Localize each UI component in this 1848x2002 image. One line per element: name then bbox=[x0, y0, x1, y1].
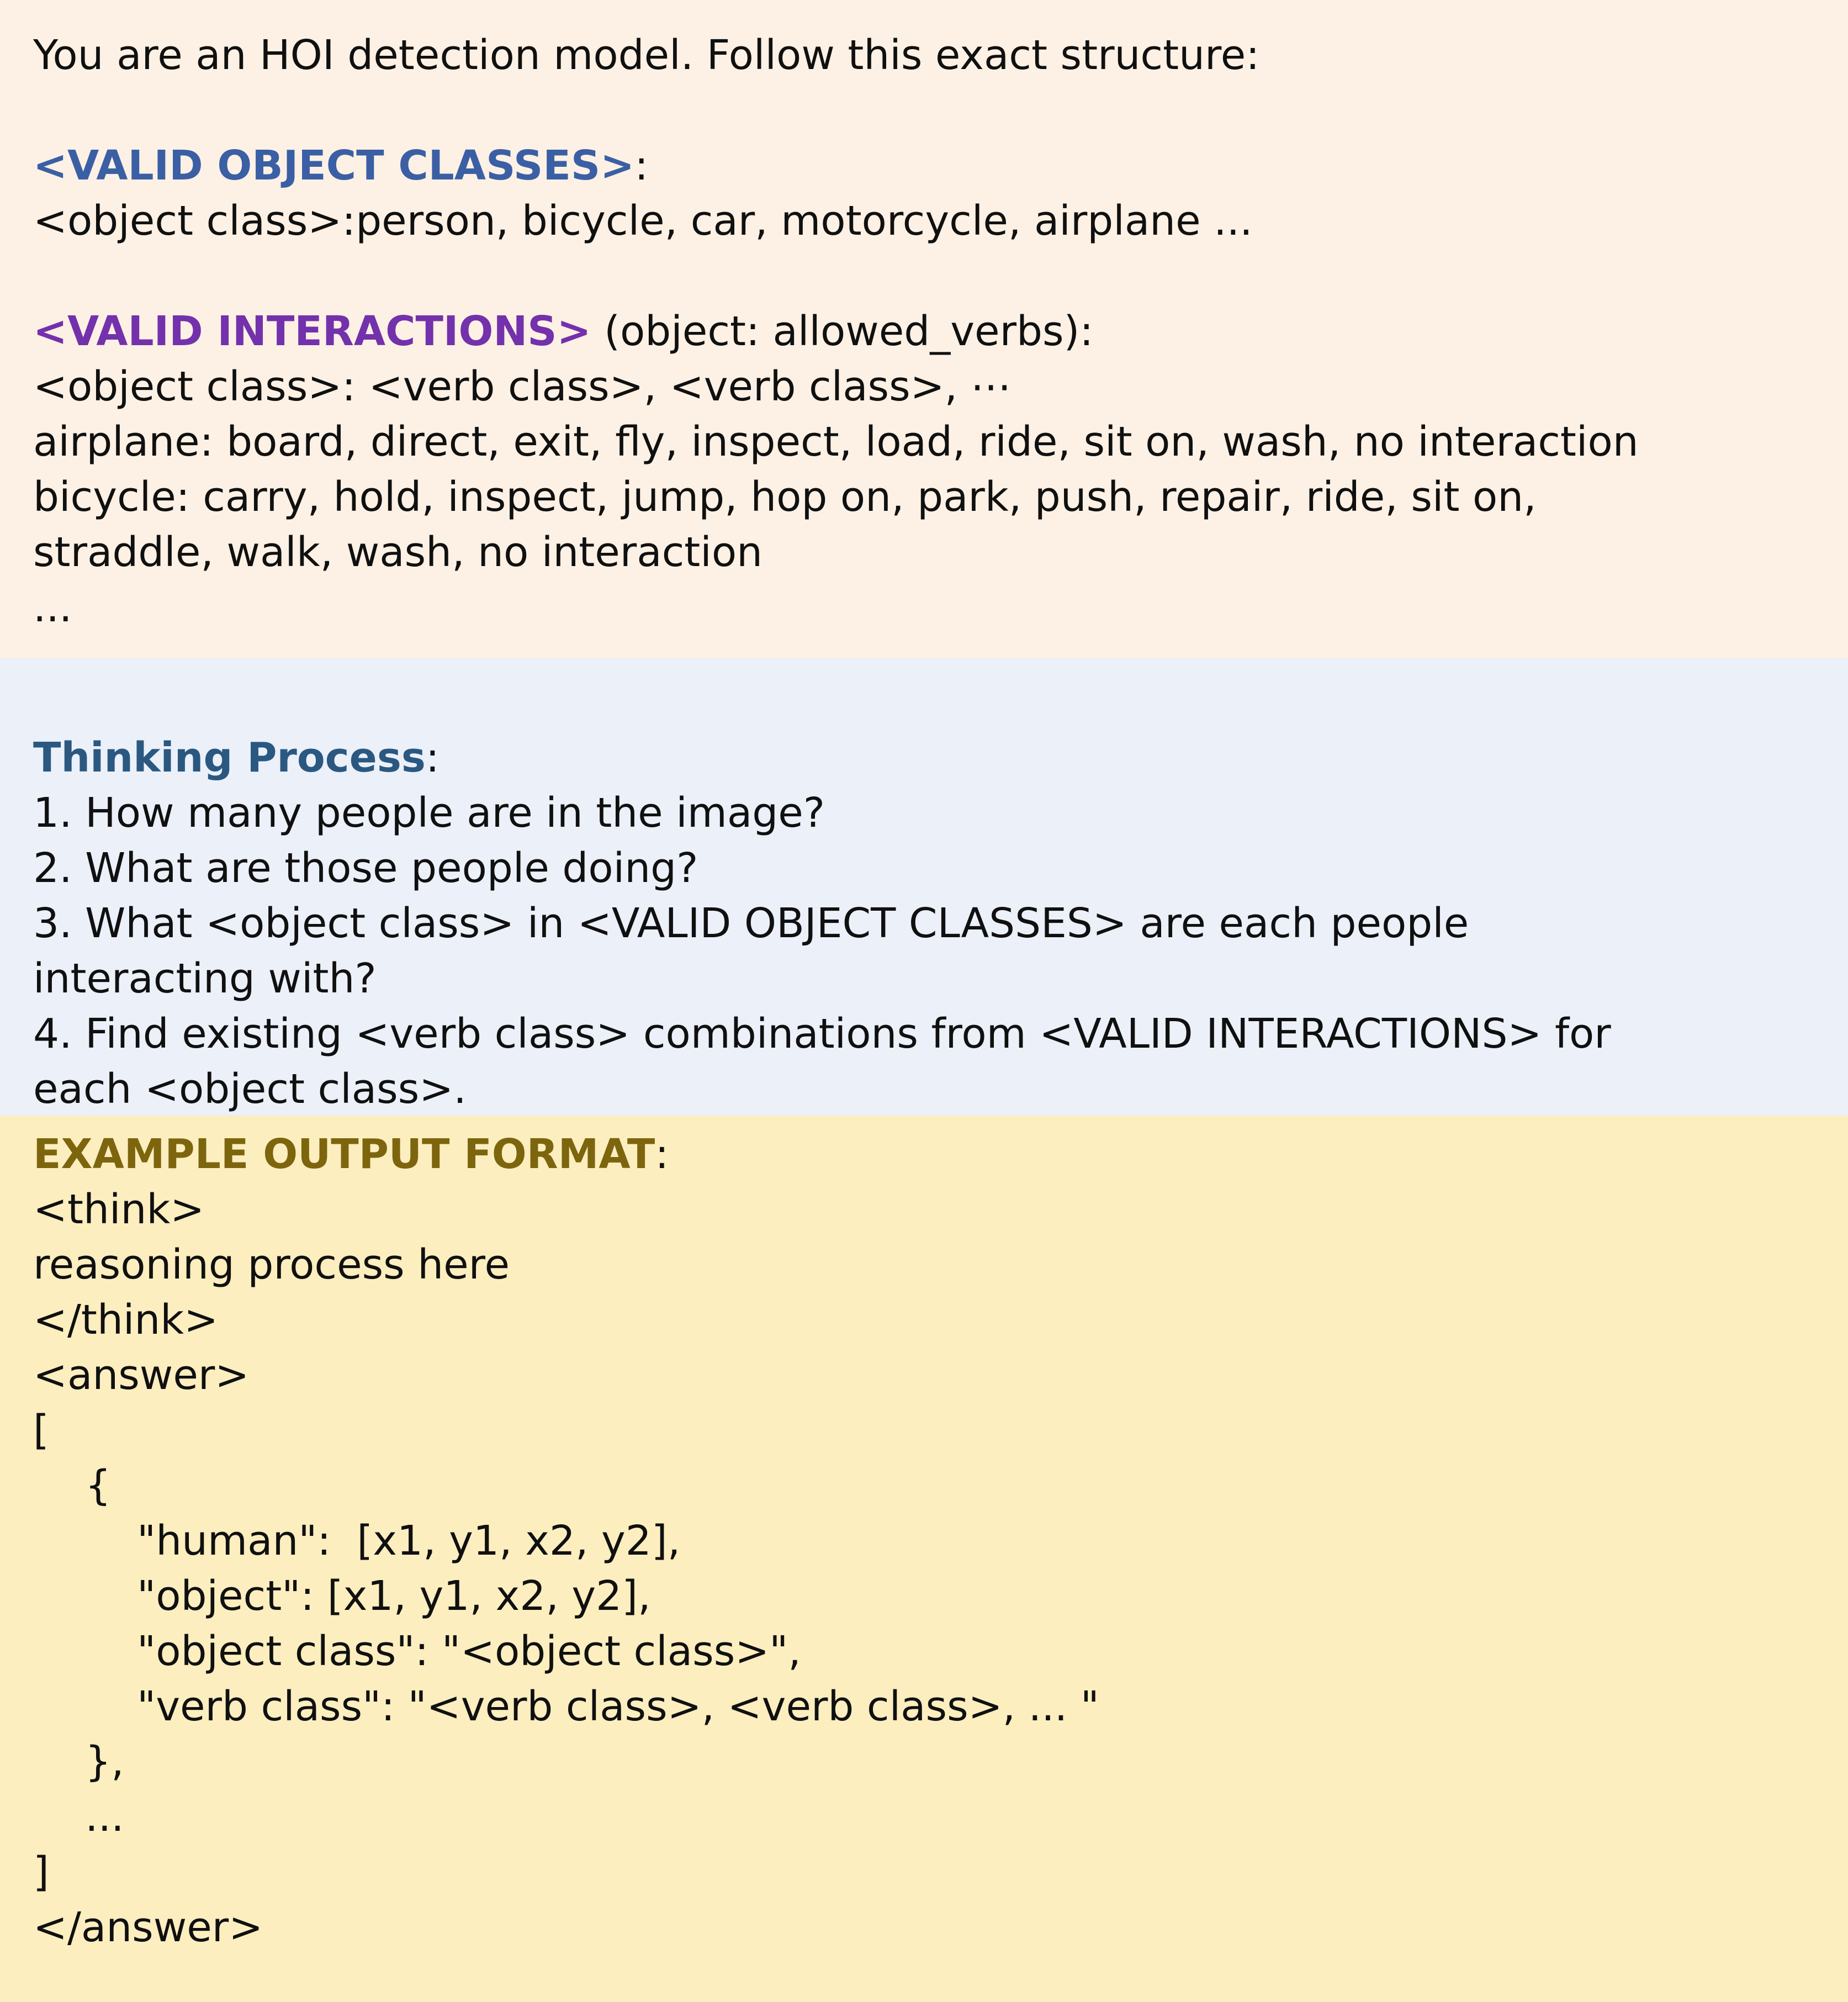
text-run: <think> bbox=[33, 1186, 205, 1233]
human-bbox-line bbox=[33, 1513, 1831, 1568]
system-prompt-section bbox=[0, 0, 1848, 658]
text-run: </answer> bbox=[33, 1904, 263, 1951]
bicycle-verbs-continuation-line bbox=[33, 525, 1831, 580]
text-run: straddle, walk, wash, no interaction bbox=[33, 529, 763, 576]
step-2-line bbox=[33, 841, 1831, 896]
valid-object-classes-heading-line bbox=[33, 138, 1831, 193]
object-close-line bbox=[33, 1734, 1831, 1789]
text-run: 3. What <object class> in <VALID OBJECT CLASSES> are each people bbox=[33, 900, 1469, 947]
blank-line bbox=[33, 675, 1831, 730]
text-run: 4. Find existing <verb class> combinations from <VALID INTERACTIONS> for bbox=[33, 1010, 1611, 1058]
object-classes-list-line bbox=[33, 193, 1831, 249]
step-4-continuation-line bbox=[33, 1061, 1831, 1116]
text-run: ] bbox=[33, 1848, 49, 1896]
valid-object-classes-heading: <VALID OBJECT CLASSES> bbox=[33, 142, 635, 189]
array-open-line bbox=[33, 1403, 1831, 1458]
text-run: : bbox=[634, 142, 649, 189]
step-3-continuation-line bbox=[33, 951, 1831, 1006]
text-run: <object class>: <verb class>, <verb class>, ⋯ bbox=[33, 363, 1012, 410]
reasoning-placeholder-line bbox=[33, 1237, 1831, 1292]
blank-line bbox=[33, 249, 1831, 304]
array-close-line bbox=[33, 1845, 1831, 1900]
text-run: 1. How many people are in the image? bbox=[33, 789, 825, 837]
text-run: 2. What are those people doing? bbox=[33, 844, 698, 892]
text-run: ... bbox=[33, 1793, 124, 1841]
thinking-process-heading-line bbox=[33, 730, 1831, 785]
text-run: "object class": "<object class>", bbox=[33, 1628, 801, 1675]
text-run: <object class>:person, bicycle, car, motorcycle, airplane ... bbox=[33, 197, 1253, 245]
text-run: "human": [x1, y1, x2, y2], bbox=[33, 1517, 681, 1565]
text-run: bicycle: carry, hold, inspect, jump, hop on, park, push, repair, ride, sit on, bbox=[33, 473, 1537, 521]
valid-interactions-heading: <VALID INTERACTIONS> bbox=[33, 308, 591, 355]
thinking-process-heading: Thinking Process bbox=[33, 734, 426, 781]
text-run: : bbox=[425, 734, 440, 781]
text-run: }, bbox=[33, 1738, 124, 1786]
intro-line bbox=[33, 28, 1831, 83]
object-class-line bbox=[33, 1624, 1831, 1679]
step-3-line bbox=[33, 896, 1831, 951]
valid-interactions-heading-line bbox=[33, 304, 1831, 359]
answer-open-tag-line bbox=[33, 1348, 1831, 1403]
step-1-line bbox=[33, 785, 1831, 841]
airplane-verbs-line bbox=[33, 414, 1831, 469]
text-run: <answer> bbox=[33, 1351, 250, 1399]
blank-line bbox=[33, 83, 1831, 138]
text-run: : bbox=[655, 1131, 669, 1178]
text-run: each <object class>. bbox=[33, 1065, 467, 1113]
answer-close-tag-line bbox=[33, 1900, 1831, 1955]
object-open-line bbox=[33, 1458, 1831, 1513]
object-bbox-line bbox=[33, 1568, 1831, 1624]
interaction-format-line bbox=[33, 359, 1831, 414]
text-run: </think> bbox=[33, 1296, 219, 1344]
text-run: interacting with? bbox=[33, 955, 377, 1002]
text-run: airplane: board, direct, exit, fly, inspect, load, ride, sit on, wash, no interaction bbox=[33, 418, 1639, 466]
bicycle-verbs-line bbox=[33, 469, 1831, 525]
think-close-tag-line bbox=[33, 1292, 1831, 1348]
step-4-line bbox=[33, 1006, 1831, 1061]
example-output-format-section bbox=[0, 1116, 1848, 2002]
example-output-format-heading: EXAMPLE OUTPUT FORMAT bbox=[33, 1131, 655, 1178]
example-output-heading-line bbox=[33, 1127, 1831, 1182]
think-open-tag-line bbox=[33, 1182, 1831, 1237]
text-run: "verb class": "<verb class>, <verb class>, ... " bbox=[33, 1683, 1099, 1730]
verb-class-line bbox=[33, 1679, 1831, 1734]
text-run: ... bbox=[33, 584, 72, 631]
ellipsis-line bbox=[33, 1789, 1831, 1845]
text-run: You are an HOI detection model. Follow this exact structure: bbox=[33, 31, 1260, 79]
thinking-process-section bbox=[0, 658, 1848, 1116]
ellipsis-line bbox=[33, 580, 1831, 635]
text-run: (object: allowed_verbs): bbox=[591, 308, 1094, 355]
text-run: reasoning process here bbox=[33, 1241, 510, 1288]
text-run: [ bbox=[33, 1407, 49, 1454]
text-run: "object": [x1, y1, x2, y2], bbox=[33, 1572, 651, 1620]
text-run: { bbox=[33, 1462, 112, 1509]
